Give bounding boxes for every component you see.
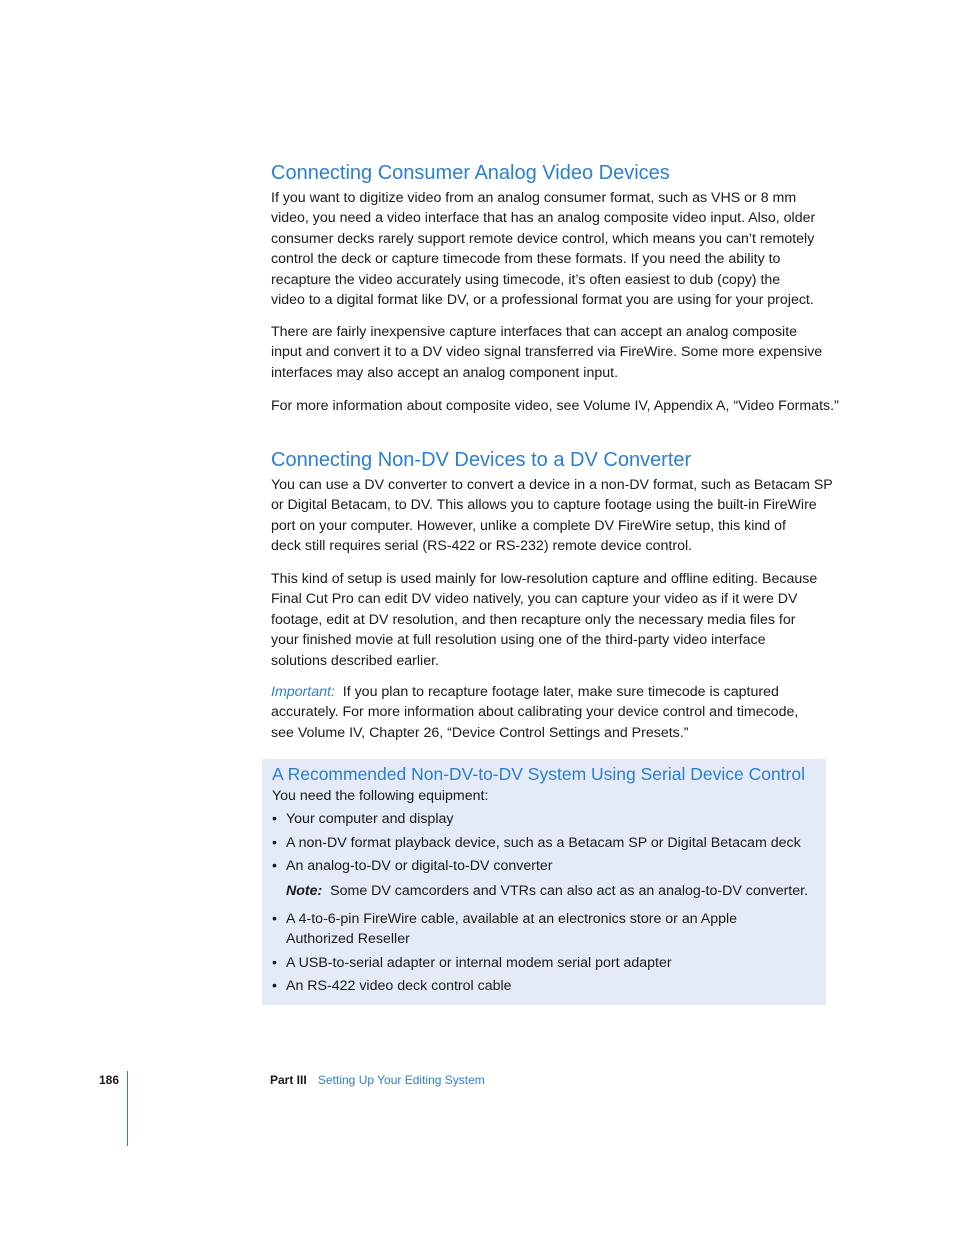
section-heading-converter: Connecting Non-DV Devices to a DV Converter — [271, 449, 692, 471]
list-item-text — [286, 953, 672, 973]
text-line: Final Cut Pro can edit DV video natively, you can capture your video as if it were DV — [271, 591, 798, 608]
list-item — [272, 833, 801, 853]
list-item-text — [286, 976, 512, 996]
text-line: footage, edit at DV resolution, and then recapture only the necessary media files for — [271, 611, 796, 628]
section-heading-analog: Connecting Consumer Analog Video Devices — [271, 162, 670, 184]
text-line: recapture the video accurately using timecode, it’s often easiest to dub (copy) the — [271, 271, 781, 288]
text-line: see Volume IV, Chapter 26, “Device Control Settings and Presets.” — [271, 724, 689, 741]
important-text — [271, 684, 798, 741]
bullet-icon: • — [272, 978, 277, 994]
bullet-icon: • — [272, 955, 277, 971]
footer-divider — [127, 1071, 128, 1146]
text-line: control the deck or capture timecode from these formats. If you need the ability to — [271, 251, 781, 268]
text-line: port on your computer. However, unlike a complete DV FireWire setup, this kind of — [271, 517, 786, 534]
paragraph — [271, 322, 822, 383]
list-item — [272, 953, 672, 973]
list-item — [272, 809, 453, 829]
list-item — [272, 909, 737, 950]
text-line: Your computer and display — [286, 811, 454, 827]
text-line: your finished movie at full resolution using one of the third-party video interface — [271, 632, 766, 649]
bullet-icon: • — [272, 811, 277, 827]
text-line: A non-DV format playback device, such as a Betacam SP or Digital Betacam deck — [286, 835, 801, 851]
text-line: If you want to digitize video from an analog consumer format, such as VHS or 8 mm — [271, 190, 797, 206]
bullet-icon: • — [272, 835, 277, 851]
text-line: This kind of setup is used mainly for low-resolution capture and offline editing. Because — [271, 571, 818, 587]
footer-part: Part III — [270, 1073, 307, 1087]
bullet-icon: • — [272, 911, 277, 927]
text-line: An RS-422 video deck control cable — [286, 978, 512, 994]
important-paragraph — [271, 682, 798, 743]
note — [286, 883, 808, 899]
text-line: interfaces may also accept an analog component input. — [271, 364, 619, 381]
list-item-text — [286, 809, 453, 829]
text-line: video to a digital format like DV, or a professional format you are using for your project. — [271, 292, 814, 309]
sidebar-heading: A Recommended Non-DV-to-DV System Using Serial Device Control — [272, 764, 805, 784]
list-item-text — [286, 909, 737, 950]
paragraph — [271, 475, 833, 557]
list-item-text — [286, 856, 553, 876]
note-text: Some DV camcorders and VTRs can also act as an analog-to-DV converter. — [330, 883, 809, 899]
text-line: You can use a DV converter to convert a device in a non-DV format, such as Betacam SP — [271, 477, 833, 493]
bullet-icon: • — [272, 858, 277, 874]
text-line: deck still requires serial (RS-422 or RS-232) remote device control. — [271, 538, 693, 555]
footer-chapter: Setting Up Your Editing System — [318, 1073, 485, 1087]
text-line: or Digital Betacam, to DV. This allows you to capture footage using the built-in FireWire — [271, 497, 817, 514]
list-item — [272, 976, 512, 996]
list-item — [272, 856, 553, 876]
sidebar-intro: You need the following equipment: — [272, 788, 489, 804]
text-line: A USB-to-serial adapter or internal modem serial port adapter — [286, 955, 672, 971]
paragraph — [271, 396, 839, 416]
list-item-text — [286, 833, 801, 853]
text-line: video, you need a video interface that has an analog composite video input. Also, older — [271, 210, 816, 227]
text-line: input and convert it to a DV video signal transferred via FireWire. Some more expensive — [271, 344, 823, 361]
text-line: Authorized Reseller — [286, 931, 410, 948]
page-number: 186 — [99, 1073, 120, 1087]
text-line: An analog-to-DV or digital-to-DV converter — [286, 858, 553, 874]
text-line: consumer decks rarely support remote device control, which means you can’t remotely — [271, 230, 815, 247]
text-line: For more information about composite video, see Volume IV, Appendix A, “Video Formats.” — [271, 398, 839, 414]
text-line: solutions described earlier. — [271, 652, 439, 669]
note-label: Note: — [286, 883, 323, 899]
paragraph — [271, 569, 817, 671]
text-line: accurately. For more information about calibrating your device control and timecode, — [271, 704, 799, 721]
paragraph — [271, 188, 815, 310]
text-line: If you plan to recapture footage later, make sure timecode is captured — [342, 684, 779, 700]
important-label: Important: — [271, 684, 335, 700]
text-line: A 4-to-6-pin FireWire cable, available at an electronics store or an Apple — [286, 911, 738, 927]
text-line: There are fairly inexpensive capture interfaces that can accept an analog composite — [271, 324, 798, 340]
